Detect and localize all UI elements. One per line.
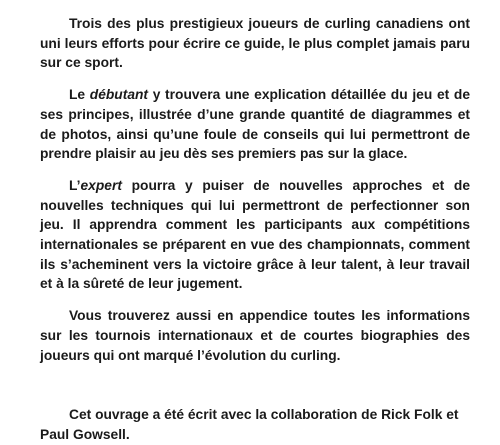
book-blurb (40, 14, 470, 445)
beginner-emphasis: débutant (89, 87, 149, 103)
beginner-lead-text: Le (69, 87, 90, 103)
beginner-body-text: y trouvera une explication détaillée du jeu et de ses principes, illustrée d’une grande quantité de diagrammes et de photos, ainsi qu’une foule de conseils qui lui permettront de prendre plaisir au jeu dès ses premiers pas sur la glace. (40, 87, 470, 162)
expert-lead-text: L’ (69, 177, 81, 193)
expert-body-text: pourra y puiser de nouvelles approches et de nouvelles techniques qui lui permettront de perfectionner son jeu. Il apprendra comment les participants aux compétitions internationales se préparent en vue des championnats, comment ils s’acheminent vers la victoire grâce à leur talent, à leur travail et à la sûreté de leur jugement. (40, 177, 470, 292)
expert-paragraph (40, 176, 470, 294)
intro-paragraph: Trois des plus prestigieux joueurs de curling canadiens ont uni leurs efforts pour écrire ce guide, le plus complet jamais paru sur ce sport. (40, 16, 470, 71)
beginner-paragraph (40, 85, 470, 164)
appendix-paragraph: Vous trouverez aussi en appendice toutes les informations sur les tournois internationaux et de courtes biographies des joueurs qui ont marqué l’évolution du curling. (40, 308, 470, 363)
expert-emphasis: expert (80, 177, 122, 193)
collaboration-paragraph: Cet ouvrage a été écrit avec la collaboration de Rick Folk et Paul Gowsell. (40, 407, 459, 442)
